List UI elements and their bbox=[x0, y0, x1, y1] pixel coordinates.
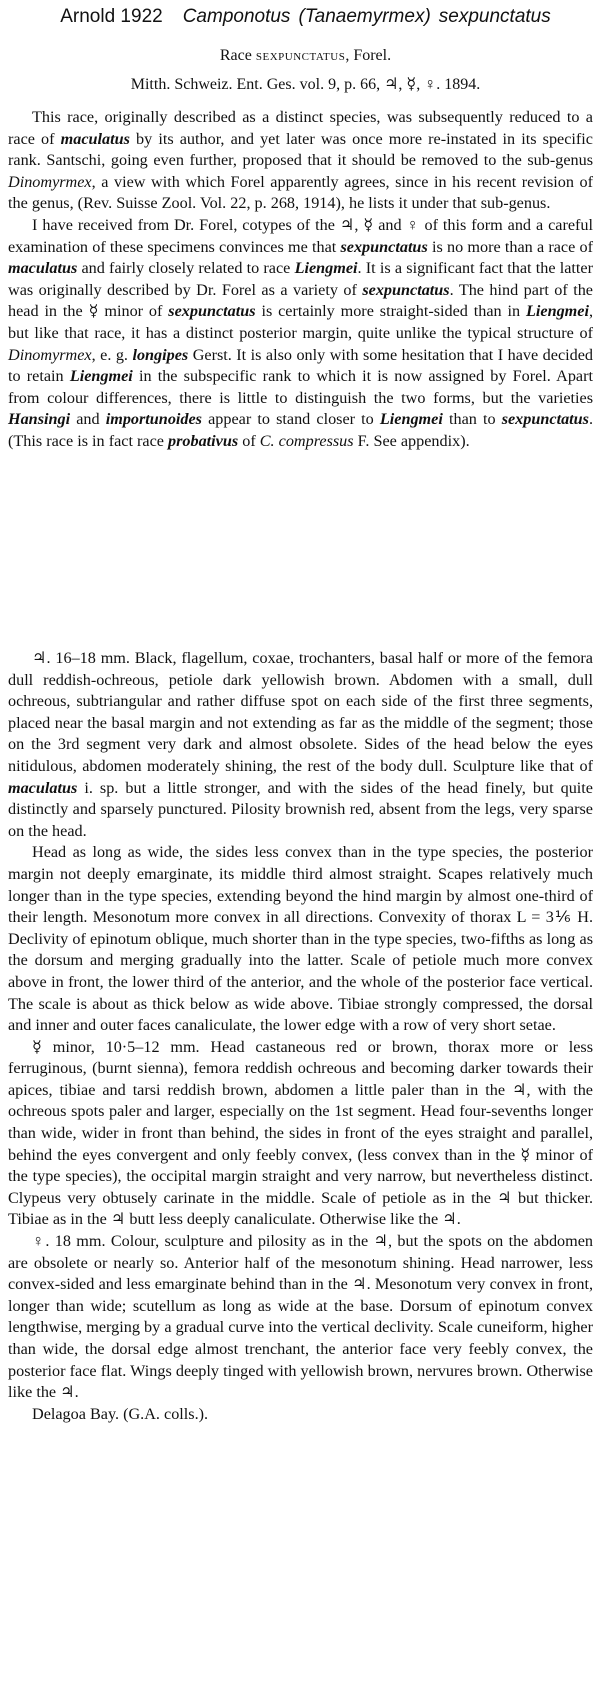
race-title-prefix: Race bbox=[219, 47, 256, 64]
header-species: sexpunctatus bbox=[438, 6, 551, 27]
major-worker-paragraph: ♃. 16–18 mm. Black, flagellum, coxae, trochanters, basal half or more of the femora dull reddish-ochreous, petiole dark yellowish brown. Abdomen with a small, dull ochreous, subtriangular and rather diffuse spot on each side of the first three segments, placed near the basal margin and not extending as far as the middle of the segment; those on the 3rd segment very dark and almost obsolete. Sides of the head below the eyes nitidulous, abdomen moderately shining, the rest of the body dull. Sculpture like that of maculatus i. sp. but a little stronger, and with the sides of the head finely, but quite distinctly and sparsely punctured. Pilosity brownish red, absent from the legs, very sparse on the head. bbox=[8, 649, 593, 840]
description-section bbox=[8, 648, 593, 1425]
minor-worker-paragraph: ☿ minor, 10·5–12 mm. Head castaneous red or brown, thorax more or less ferruginous, (burnt sienna), femora reddish ochreous and becoming darker towards their apices, tibiae and tarsi reddish brown, abdomen a little paler than in the ♃, with the ochreous spots paler and larger, especially on the 1st segment. Head four-sevenths longer than wide, wider in front than behind, the sides in front of the eyes straight and parallel, behind the eyes convergent and only feebly convex, (less convex than in the ☿ minor of the type species), the occipital margin straight and very narrow, but nevertheless distinct. Clypeus very obtusely carinate in the middle. Scale of petiole as in the ♃ but thicker. Tibiae as in the ♃ butt less deeply canaliculate. Otherwise like the ♃. bbox=[8, 1037, 593, 1229]
header-author-year: Arnold 1922 bbox=[60, 6, 163, 27]
intro-paragraph-2: I have received from Dr. Forel, cotypes of the ♃, ☿ and ♀ of this form and a careful examination of these specimens convinces me that sexpunctatus is no more than a race of maculatus and fairly closely related to race Liengmei. It is a significant fact that the latter was originally described by Dr. Forel as a variety of sexpunctatus. The hind part of the head in the ☿ minor of sexpunctatus is certainly more straight-sided than in Liengmei, but like that race, it has a distinct posterior margin, quite unlike the typical structure of Dinomyrmex, e. g. longipes Gerst. It is also only with some hesitation that I have decided to retain Liengmei in the subspecific rank to which it is now assigned by Forel. Apart from colour differences, there is little to distinguish the two forms, but the varieties Hansingi and importunoides appear to stand closer to Liengmei than to sexpunctatus. (This race is in fact race probativus of C. compressus F. See appendix). bbox=[8, 215, 594, 450]
running-header bbox=[0, 6, 611, 28]
race-title-name: sexpunctatus bbox=[255, 47, 346, 64]
locality-line: Delagoa Bay. (G.A. colls.). bbox=[32, 1404, 209, 1423]
female-paragraph: ♀. 18 mm. Colour, sculpture and pilosity as in the ♃, but the spots on the abdomen are obsolete or nearly so. Anterior half of the mesonotum shining. Head narrower, less convex-sided and less emarginate behind than in the ♃. Mesonotum very convex in front, longer than wide; scutellum as long as wide at the base. Dorsum of epinotum convex lengthwise, merging by a gradual curve into the vertical declivity. Scale cuneiform, higher than wide, the dorsal edge almost trenchant, the anterior face very feebly convex, the posterior face flat. Wings deeply tinged with yellowish brown, nervures brown. Otherwise like the ♃. bbox=[8, 1232, 593, 1402]
intro-paragraph-1: This race, originally described as a distinct species, was subsequently reduced to a race of maculatus by its author, and yet later was once more re-instated in its specific rank. Santschi, going even further, proposed that it should be removed to the sub-genus Dinomyrmex, a view with which Forel apparently agrees, since in his recent revision of the genus, (Rev. Suisse Zool. Vol. 22, p. 268, 1914), he lists it under that sub-genus. bbox=[8, 108, 593, 213]
citation: Mitth. Schweiz. Ent. Ges. vol. 9, p. 66, ♃, ☿, ♀. 1894. bbox=[130, 76, 481, 93]
race-title-suffix: , Forel. bbox=[345, 47, 392, 64]
head-morphology-paragraph: Head as long as wide, the sides less convex than in the type species, the posterior margin not deeply emarginate, its middle third almost straight. Scapes relatively much longer than in the type species, extending beyond the hind margin by almost one-third of their length. Mesonotum more convex in all directions. Convexity of thorax L = 3⅙ H. Declivity of epinotum oblique, much shorter than in the type species, two-fifths as long as the dorsum and merging gradually into the latter. Scale of petiole much more convex above in front, the lower third of the anterior, and the whole of the posterior face vertical. The scale is about as thick below as wide above. Tibiae strongly compressed, the dorsal and inner and outer faces canaliculate, the lower edge with a row of very short setae. bbox=[8, 843, 593, 1035]
intro-section bbox=[8, 107, 593, 453]
header-subgenus: (Tanaemyrmex) bbox=[298, 6, 431, 27]
header-genus: Camponotus bbox=[182, 6, 291, 27]
race-title bbox=[0, 47, 611, 65]
